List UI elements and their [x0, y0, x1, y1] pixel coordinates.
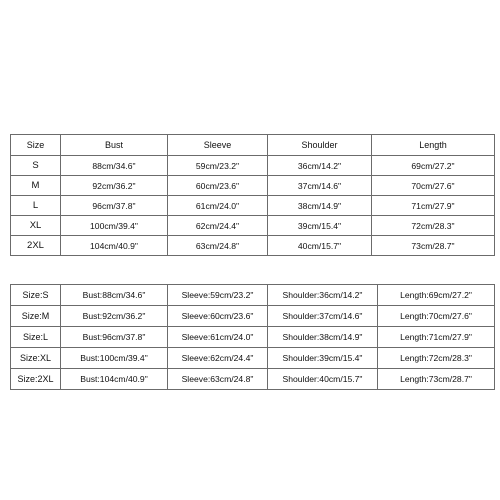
table-cell: Bust:104cm/40.9": [61, 369, 168, 390]
table-cell: Sleeve:61cm/24.0": [168, 327, 268, 348]
table-cell: 63cm/24.8": [168, 236, 268, 256]
table-cell: Size:XL: [11, 348, 61, 369]
table-row: [11, 236, 495, 256]
table-row: [11, 176, 495, 196]
table-cell: 2XL: [11, 236, 61, 256]
table-cell: Shoulder:36cm/14.2": [268, 285, 378, 306]
table-cell: Length:72cm/28.3": [378, 348, 495, 369]
table-cell: 69cm/27.2": [372, 156, 495, 176]
table-row: [11, 156, 495, 176]
table-cell: 36cm/14.2": [268, 156, 372, 176]
table-cell: Bust:88cm/34.6": [61, 285, 168, 306]
table-cell: 73cm/28.7": [372, 236, 495, 256]
table-cell: 61cm/24.0": [168, 196, 268, 216]
table-cell: Sleeve:63cm/24.8": [168, 369, 268, 390]
table-cell: Size:2XL: [11, 369, 61, 390]
table-cell: Shoulder:39cm/15.4": [268, 348, 378, 369]
table-cell: Bust:96cm/37.8": [61, 327, 168, 348]
table-cell: 72cm/28.3": [372, 216, 495, 236]
table-cell: 88cm/34.6": [61, 156, 168, 176]
table-cell: 100cm/39.4": [61, 216, 168, 236]
table-row: [11, 285, 495, 306]
table-cell: 96cm/37.8": [61, 196, 168, 216]
table-cell: 60cm/23.6": [168, 176, 268, 196]
header-cell-size: Size: [11, 135, 61, 156]
table-cell: Bust:92cm/36.2": [61, 306, 168, 327]
table-cell: M: [11, 176, 61, 196]
table-cell: 40cm/15.7": [268, 236, 372, 256]
table-row: [11, 306, 495, 327]
table-cell: Shoulder:37cm/14.6": [268, 306, 378, 327]
labeled-size-chart-table: [10, 284, 495, 390]
table-row: [11, 348, 495, 369]
table-cell: Size:S: [11, 285, 61, 306]
table-cell: Bust:100cm/39.4": [61, 348, 168, 369]
table-cell: Shoulder:38cm/14.9": [268, 327, 378, 348]
table-row: [11, 327, 495, 348]
table-cell: 38cm/14.9": [268, 196, 372, 216]
table-cell: Length:69cm/27.2": [378, 285, 495, 306]
table-cell: Size:L: [11, 327, 61, 348]
table-cell: Sleeve:62cm/24.4": [168, 348, 268, 369]
table-cell: 59cm/23.2": [168, 156, 268, 176]
header-cell-length: Length: [372, 135, 495, 156]
table-cell: Sleeve:59cm/23.2": [168, 285, 268, 306]
table-cell: 104cm/40.9": [61, 236, 168, 256]
table-cell: Sleeve:60cm/23.6": [168, 306, 268, 327]
header-cell-bust: Bust: [61, 135, 168, 156]
table-row: [11, 216, 495, 236]
table-header-row: [11, 135, 495, 156]
table-cell: 71cm/27.9": [372, 196, 495, 216]
table-cell: Length:70cm/27.6": [378, 306, 495, 327]
table-cell: L: [11, 196, 61, 216]
size-chart-table: [10, 134, 495, 256]
table-cell: 37cm/14.6": [268, 176, 372, 196]
table-cell: 39cm/15.4": [268, 216, 372, 236]
header-cell-shoulder: Shoulder: [268, 135, 372, 156]
table-cell: S: [11, 156, 61, 176]
table-cell: 70cm/27.6": [372, 176, 495, 196]
table-row: [11, 196, 495, 216]
header-cell-sleeve: Sleeve: [168, 135, 268, 156]
table-cell: Shoulder:40cm/15.7": [268, 369, 378, 390]
table-cell: Length:71cm/27.9": [378, 327, 495, 348]
table-cell: 92cm/36.2": [61, 176, 168, 196]
table-cell: XL: [11, 216, 61, 236]
table-cell: Length:73cm/28.7": [378, 369, 495, 390]
table-row: [11, 369, 495, 390]
table-cell: Size:M: [11, 306, 61, 327]
table-cell: 62cm/24.4": [168, 216, 268, 236]
